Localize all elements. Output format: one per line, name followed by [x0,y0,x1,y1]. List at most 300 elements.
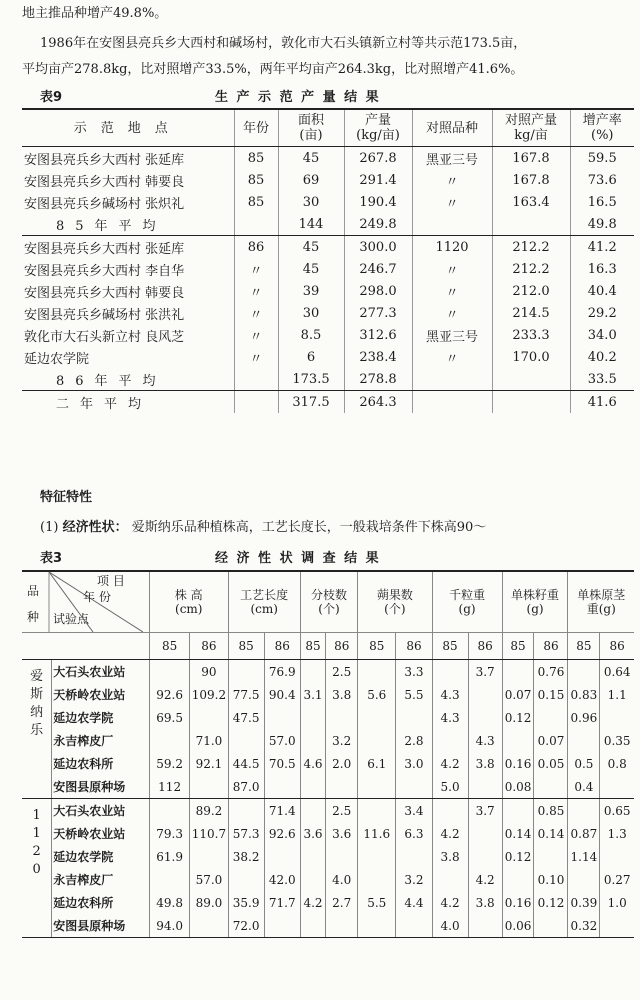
table1-cell: 34.0 [570,324,634,346]
table2-cell [358,868,396,891]
table2-cell [149,660,189,684]
table1-summary-cell: 249.8 [344,213,412,236]
table1-cell: 〃 [412,191,492,213]
table2-cell [502,729,534,752]
table2-cell: 4.2 [432,891,468,914]
table2-cell: 0.12 [502,845,534,868]
table1-cell: 安图县亮兵乡大西村 韩要良 [24,285,185,301]
table2-year: 85 [502,633,534,660]
table2-cell: 59.2 [149,752,189,775]
table2-cell: 0.85 [534,799,568,823]
table2-cell [468,845,502,868]
diag-year-label: 年 份 [83,590,111,604]
table1-cell: 238.4 [344,346,412,368]
table1-cell: 16.3 [570,258,634,280]
table2-cell: 4.2 [300,891,325,914]
table2-cell [468,822,502,845]
table2-cell: 4.6 [300,752,325,775]
table2-title: 经 济 性 状 调 查 结 果 [215,551,381,566]
table2-cell [300,914,325,938]
table2-header: 蒴果数 (个) [358,572,432,633]
table2-cell [326,845,358,868]
trial-site: 延边农科所 [52,891,150,914]
table2-cell: 0.8 [600,752,634,775]
trial-site: 永吉榨皮厂 [52,729,150,752]
table2-cell [468,914,502,938]
table1-title: 生 产 示 范 产 量 结 果 [215,90,381,105]
table2-cell: 4.3 [432,683,468,706]
table2-cell: 94.0 [149,914,189,938]
table2-cell: 0.32 [568,914,600,938]
table2-cell: 87.0 [228,775,264,799]
table2-cell [300,706,325,729]
table1-cell: 〃 [412,169,492,191]
table2-cell: 57.0 [264,729,300,752]
table2-cell: 44.5 [228,752,264,775]
table2-cell: 3.2 [326,729,358,752]
table1-total-cell: 41.6 [570,391,634,414]
table1 [22,108,634,413]
table2-cell [534,706,568,729]
table2-cell: 0.16 [502,752,534,775]
table2-cell: 0.08 [502,775,534,799]
table1-cell: 40.2 [570,346,634,368]
table2-cell [568,799,600,823]
table1-cell: 246.7 [344,258,412,280]
table1-cell: 〃 [234,280,278,302]
table2-cell [502,799,534,823]
table2-cell: 38.2 [228,845,264,868]
trial-site: 延边农学院 [52,845,150,868]
table-row [22,191,634,213]
table2-cell: 2.5 [326,660,358,684]
table1-total-cell [234,391,278,414]
table1-cell: 〃 [234,346,278,368]
table2-cell [190,914,228,938]
table1-cell: 73.6 [570,169,634,191]
table-row [22,258,634,280]
table2-header: 株 高 (cm) [149,572,228,633]
table2-cell: 5.5 [358,891,396,914]
table1-cell: 267.8 [344,147,412,170]
table2-cell: 1.1 [600,683,634,706]
table2-cell: 3.8 [468,752,502,775]
table2-cell: 3.6 [326,822,358,845]
table2-cell: 70.5 [264,752,300,775]
table2-cell: 0.14 [534,822,568,845]
table2-year: 85 [228,633,264,660]
table-row [22,280,634,302]
table2-year: 86 [190,633,228,660]
table-row [22,302,634,324]
table1-summary-cell: 173.5 [278,368,344,391]
table2-cell: 4.2 [468,868,502,891]
table1-cell: 167.8 [492,169,570,191]
table1-cell: 8.5 [278,324,344,346]
table2-cell: 2.0 [326,752,358,775]
table2-cell: 0.07 [502,683,534,706]
table2-cell: 0.07 [534,729,568,752]
table2-cell: 0.12 [502,706,534,729]
table1-summary-cell: 278.8 [344,368,412,391]
table1-total-cell: 264.3 [344,391,412,414]
table1-cell: 安图县亮兵乡大西村 李自华 [24,263,185,279]
table2-year: 85 [358,633,396,660]
table2-cell [600,706,634,729]
table1-cell: 〃 [234,324,278,346]
table2-cell [600,845,634,868]
table2-cell [534,845,568,868]
table2-cell: 109.2 [190,683,228,706]
table2-cell: 71.7 [264,891,300,914]
table2-cell: 110.7 [190,822,228,845]
table2-cell: 2.7 [326,891,358,914]
table1-total-row [22,391,634,414]
table1-cell: 安图县亮兵乡大西村 韩要良 [24,174,185,190]
table1-header: 对照产量 kg/亩 [492,110,570,147]
table1-summary-cell: 144 [278,213,344,236]
table2-cell: 6.1 [358,752,396,775]
trial-site: 大石头农业站 [52,799,150,823]
table2-cell: 42.0 [264,868,300,891]
table2-header: 单株原茎 重(g) [568,572,634,633]
table1-cell: 〃 [412,258,492,280]
table2-header: 工艺长度 (cm) [228,572,300,633]
table2-cell: 1.14 [568,845,600,868]
table2-cell [326,775,358,799]
table2-cell: 90 [190,660,228,684]
table2-cell: 4.3 [468,729,502,752]
table2-cell: 3.3 [396,660,432,684]
table2-year: 86 [468,633,502,660]
trial-site: 延边农科所 [52,752,150,775]
table2-cell [468,706,502,729]
table2-header: 单株籽重 (g) [502,572,568,633]
table1-summary-cell: 49.8 [570,213,634,236]
table2-cell: 90.4 [264,683,300,706]
table2-cell: 11.6 [358,822,396,845]
table2-cell [300,845,325,868]
table2-cell: 0.05 [534,752,568,775]
table1-summary-cell [234,368,278,391]
table1-total-cell [492,391,570,414]
table2-cell [300,729,325,752]
table2-cell: 0.87 [568,822,600,845]
table2-cell: 79.3 [149,822,189,845]
table2-cell: 92.6 [149,683,189,706]
table2-cell: 69.5 [149,706,189,729]
table1-header: 示范地点 [22,110,234,147]
table-row [22,845,634,868]
table1-cell: 延边农学院 [24,351,90,367]
intro-line-1: 地主推品种增产49.8%。 [22,6,168,21]
table2-cell [228,799,264,823]
table-row [22,822,634,845]
table2-cell: 57.3 [228,822,264,845]
table2-cell: 4.0 [432,914,468,938]
table2-cell [396,914,432,938]
table2-cell: 35.9 [228,891,264,914]
table-row [22,914,634,938]
table2-cell [300,660,325,684]
table2-cell: 3.1 [300,683,325,706]
table1-total-cell: 317.5 [278,391,344,414]
table2-cell: 0.76 [534,660,568,684]
table2-year: 85 [568,633,600,660]
diagonal-header-box [23,572,148,632]
table2-cell [358,775,396,799]
table2-cell: 0.06 [502,914,534,938]
diag-site-label: 试验点 [53,612,90,626]
table2-cell: 47.5 [228,706,264,729]
table2-header-row [22,572,634,633]
table1-header: 面积 (亩) [278,110,344,147]
table2-cell [190,845,228,868]
table2-cell: 61.9 [149,845,189,868]
table2-label: 表3 [40,551,63,566]
section-num: (1) [40,520,59,535]
table1-cell: 69 [278,169,344,191]
table2-cell: 3.2 [396,868,432,891]
table2-year: 86 [326,633,358,660]
table2-cell: 57.0 [190,868,228,891]
table1-cell: 212.2 [492,236,570,259]
table-row [22,660,634,684]
table2-cell [568,868,600,891]
table1-summary-cell [234,213,278,236]
table1-cell: 214.5 [492,302,570,324]
table2-cell: 0.10 [534,868,568,891]
table2-cell [300,799,325,823]
table2-cell: 89.0 [190,891,228,914]
table1-cell: 〃 [234,258,278,280]
table2-cell [600,775,634,799]
table1-cell: 312.6 [344,324,412,346]
table1-cell: 277.3 [344,302,412,324]
table2-header: 千粒重 (g) [432,572,502,633]
table1-label: 表9 [40,90,63,105]
table2-cell: 0.16 [502,891,534,914]
table2-cell [326,914,358,938]
table1-cell: 85 [234,147,278,170]
table1-cell: 212.0 [492,280,570,302]
table2-cell: 4.0 [326,868,358,891]
table2-cell: 0.12 [534,891,568,914]
table1-cell: 163.4 [492,191,570,213]
table1-summary-cell [492,368,570,391]
table2-cell [358,660,396,684]
variety-name: 爱 斯 纳 乐 [22,660,52,799]
section-paragraph [40,516,630,535]
table1-cell: 212.2 [492,258,570,280]
table1-cell: 291.4 [344,169,412,191]
table1-cell: 30 [278,191,344,213]
table2-cell [534,775,568,799]
table1-summary-row [22,368,634,391]
table2-cell: 3.7 [468,799,502,823]
table2-cell [149,729,189,752]
trial-site: 大石头农业站 [52,660,150,684]
table2-cell [502,868,534,891]
table1-cell: 〃 [412,346,492,368]
trial-site: 安图县原种场 [52,914,150,938]
table2-cell [358,729,396,752]
table2-cell: 3.8 [432,845,468,868]
table2-cell [149,868,189,891]
table1-summary-cell [412,368,492,391]
table-row [22,169,634,191]
table2-cell [468,683,502,706]
trial-site: 天桥岭农业站 [52,822,150,845]
table1-cell: 黑亚三号 [412,147,492,170]
table2-cell: 2.8 [396,729,432,752]
table1-cell: 安图县亮兵乡碱场村 张炽礼 [24,196,185,212]
table2-diagonal-header [22,572,149,633]
table2-year: 86 [600,633,634,660]
table2-cell: 4.4 [396,891,432,914]
table1-cell: 〃 [234,302,278,324]
table2-cell [396,775,432,799]
section-heading: 特征特性 [40,490,93,505]
table2-cell [432,799,468,823]
intro-line-3: 平均亩产278.8kg，比对照增产33.5%，两年平均亩产264.3kg，比对照增产41.6%。 [22,62,524,77]
table1-cell: 30 [278,302,344,324]
diag-variety-label: 品 种 [27,584,40,624]
table2-cell: 0.4 [568,775,600,799]
table1-cell: 233.3 [492,324,570,346]
table1-cell: 黑亚三号 [412,324,492,346]
table2-cell: 71.4 [264,799,300,823]
section-text: 爱斯纳乐品种植株高，工艺长度长，一般栽培条件下株高90～ [131,520,487,535]
table1-summary-cell [492,213,570,236]
table2-cell: 0.83 [568,683,600,706]
table2-cell [300,868,325,891]
table-row [22,891,634,914]
table2-year: 85 [300,633,325,660]
table1-header: 增产率 (%) [570,110,634,147]
table1-cell: 298.0 [344,280,412,302]
table2-cell: 0.5 [568,752,600,775]
table2-cell [468,775,502,799]
table1-cell: 安图县亮兵乡碱场村 张洪礼 [24,307,185,323]
table2-cell [149,799,189,823]
table2-cell [600,914,634,938]
table-row [22,324,634,346]
table2-cell: 0.14 [502,822,534,845]
table2-cell: 5.6 [358,683,396,706]
table1-cell: 41.2 [570,236,634,259]
table1-cell: 安图县亮兵乡大西村 张延库 [24,152,185,168]
table2-cell [190,706,228,729]
trial-site: 延边农学院 [52,706,150,729]
table2-cell: 0.65 [600,799,634,823]
table2-cell: 3.6 [300,822,325,845]
table2-cell [432,868,468,891]
section-label: 经济性状： [62,520,128,535]
table2-cell [534,914,568,938]
table2 [22,570,634,938]
table2-cell [228,729,264,752]
table2-cell: 49.8 [149,891,189,914]
table2-cell [358,706,396,729]
table2-cell [300,775,325,799]
table2-cell: 3.8 [468,891,502,914]
table1-cell: 85 [234,191,278,213]
table2-cell: 6.3 [396,822,432,845]
table2-cell: 72.0 [228,914,264,938]
intro-line-2: 1986年在安图县亮兵乡大西村和碱场村，敦化市大石头镇新立村等共示范173.5亩， [40,36,527,51]
table2-cell: 0.64 [600,660,634,684]
table1-cell: 1120 [412,236,492,259]
table1-cell: 167.8 [492,147,570,170]
table2-cell: 4.3 [432,706,468,729]
table2-cell [264,706,300,729]
table1-summary-cell: 33.5 [570,368,634,391]
table1-cell: 170.0 [492,346,570,368]
table2-cell [358,845,396,868]
table2-year-spacer [22,633,149,660]
trial-site: 永吉榨皮厂 [52,868,150,891]
table2-cell: 3.8 [326,683,358,706]
table2-cell [502,660,534,684]
table1-cell: 45 [278,236,344,259]
table1-summary-row [22,213,634,236]
table2-year-row [22,633,634,660]
table1-header: 产量 (kg/亩) [344,110,412,147]
table2-header: 分枝数 (个) [300,572,357,633]
table2-cell [358,914,396,938]
table1-cell: 190.4 [344,191,412,213]
table2-cell [264,775,300,799]
table2-cell: 92.6 [264,822,300,845]
table-row [22,147,634,170]
table1-cell: 85 [234,169,278,191]
table-row [22,706,634,729]
table1-cell: 6 [278,346,344,368]
table1-header: 对照品种 [412,110,492,147]
table2-cell [326,706,358,729]
table2-cell: 0.39 [568,891,600,914]
table1-cell: 300.0 [344,236,412,259]
table2-cell: 5.5 [396,683,432,706]
table1-total-cell: 二年平均 [22,391,234,414]
table2-cell [396,845,432,868]
table2-year: 86 [264,633,300,660]
table-row [22,729,634,752]
table2-cell [190,775,228,799]
diag-item-label: 项 目 [97,574,125,588]
table1-summary-cell [412,213,492,236]
table1-cell: 安图县亮兵乡大西村 张延库 [24,241,185,257]
table2-cell: 71.0 [190,729,228,752]
table2-cell: 76.9 [264,660,300,684]
table2-cell [228,660,264,684]
table1-cell: 敦化市大石头新立村 良风芝 [24,329,185,345]
table2-cell: 0.15 [534,683,568,706]
table1-cell: 86 [234,236,278,259]
table2-year: 85 [432,633,468,660]
table2-cell: 4.2 [432,752,468,775]
table1-cell: 45 [278,258,344,280]
table1-summary-cell: 86年平均 [22,368,234,391]
variety-name: 1 1 2 0 [22,799,52,938]
table1-cell: 29.2 [570,302,634,324]
table2-cell: 1.3 [600,822,634,845]
table2-cell [432,660,468,684]
table1-total-cell [412,391,492,414]
table1-cell: 〃 [412,280,492,302]
table2-year: 86 [534,633,568,660]
